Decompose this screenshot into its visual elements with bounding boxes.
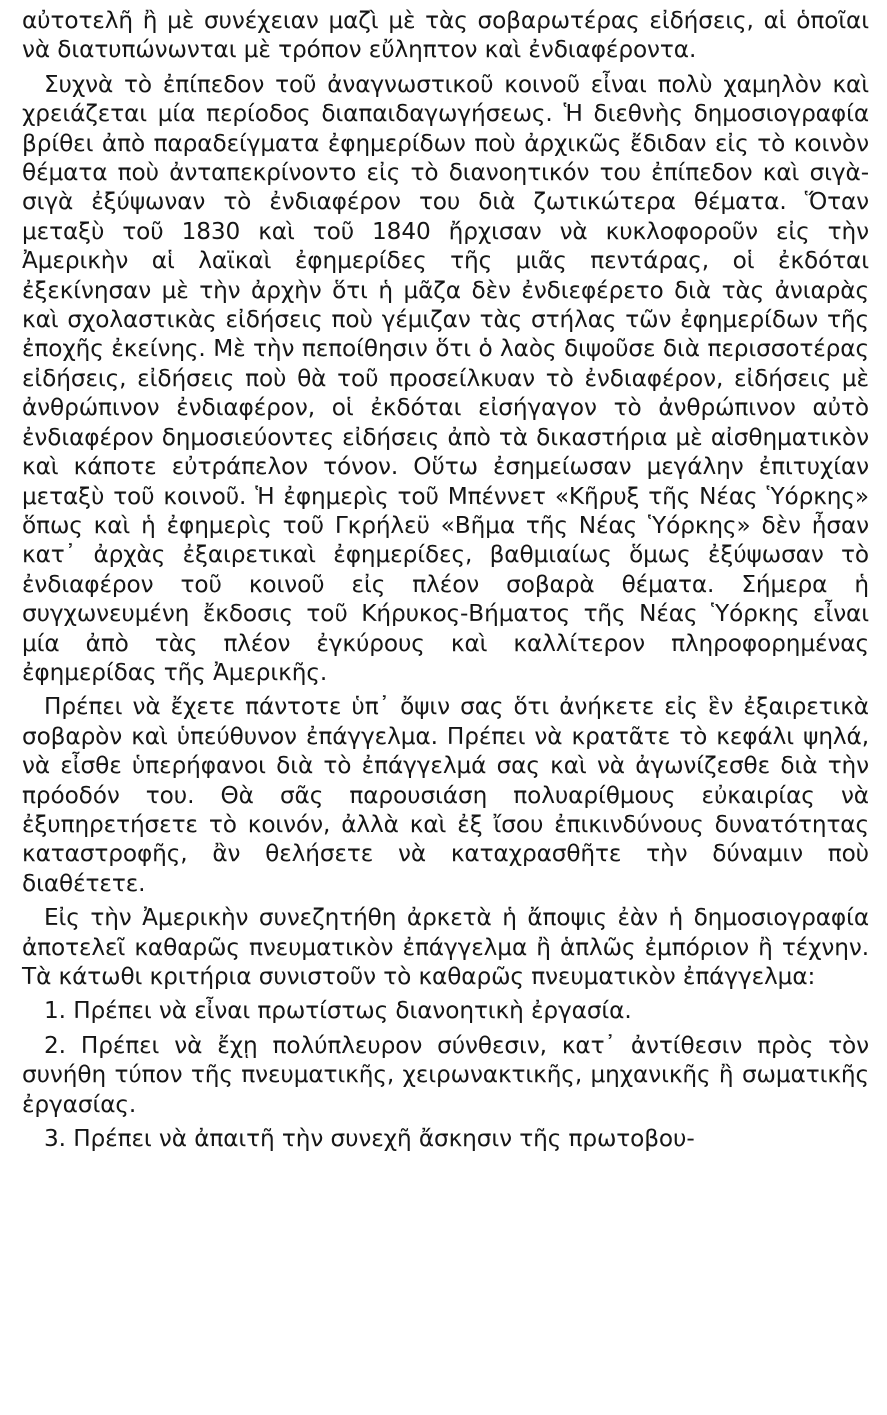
criteria-list-item-3: 3. Πρέπει νὰ ἀπαιτῆ τὴν συνεχῆ ἄσκησιν τῆς πρωτοβου- (44, 1125, 695, 1153)
criteria-list-item-1: 1. Πρέπει νὰ εἶναι πρωτίστως διανοητικὴ ἐργασία. (44, 997, 632, 1025)
paragraph-readership-level: Συχνὰ τὸ ἐπίπεδον τοῦ ἀναγνωστικοῦ κοινοῦ εἶναι πολὺ χαμηλὸν καὶ χρειάζεται μία περίοδος διαπαιδαγωγήσεως. Ἡ διεθνὴς δημοσιογραφία βρίθει ἀπὸ παραδείγματα ἐφημερίδων ποὺ ἀρχικῶς ἔδιδαν εἰς τὸ κοινὸν θέματα ποὺ ἀνταπεκρίνοντο εἰς τὸ διανοητικόν του ἐπίπεδον καὶ σιγὰ-σιγὰ ἐξύψωναν τὸ ἐνδιαφέρον του διὰ ζωτικώτερα θέματα. Ὅταν μεταξὺ τοῦ 1830 καὶ τοῦ 1840 ἤρχισαν νὰ κυκλοφοροῦν εἰς τὴν Ἀμερικὴν αἱ λαϊκαὶ ἐφημερίδες τῆς μιᾶς πεντάρας, οἱ ἐκδόται ἐξεκίνησαν μὲ τὴν ἀρχὴν ὅτι ἡ μᾶζα δὲν ἐνδιεφέρετο διὰ τὰς ἀνιαρὰς καὶ σχολαστικὰς εἰδήσεις ποὺ γέμιζαν τὰς στήλας τῶν ἐφημερίδων τῆς ἐποχῆς ἐκείνης. Μὲ τὴν πεποίθησιν ὅτι ὁ λαὸς διψοῦσε διὰ περισσοτέρας εἰδήσεις, εἰδήσεις ποὺ θὰ τοῦ προσείλκυαν τὸ ἐνδιαφέρον, εἰδήσεις μὲ ἀνθρώπινον ἐνδιαφέρον, οἱ ἐκδόται εἰσήγαγον τὸ ἀνθρώπινον αὐτὸ ἐνδιαφέρον δημοσιεύοντες εἰδήσεις ἀπὸ τὰ δικαστήρια μὲ αἰσθηματικὸν καὶ κάποτε εὐτράπελον τόνον. Οὕτω ἐσημείωσαν μεγάλην ἐπιτυχίαν μεταξὺ τοῦ κοινοῦ. Ἡ ἐφημερὶς τοῦ Μπέννετ «Κῆρυξ τῆς Νέας Ὑόρκης» ὅπως καὶ ἡ ἐφημερὶς τοῦ Γκρήλεϋ «Βῆμα τῆς Νέας Ὑόρκης» δὲν ἦσαν κατ᾽ ἀρχὰς ἐξαιρετικαὶ ἐφημερίδες, βαθμιαίως ὅμως ἐξύψωσαν τὸ ἐνδιαφέρον τοῦ κοινοῦ εἰς πλέον σοβαρὰ θέματα. Σήμερα ἡ συγχωνευμένη ἔκδοσις τοῦ Κήρυκος-Βήματος τῆς Νέας Ὑόρκης εἶναι μία ἀπὸ τὰς πλέον ἐγκύρους καὶ καλλίτερον πληροφορημένας ἐφημερίδας τῆς Ἀμερικῆς. (22, 70, 869, 686)
criteria-list-item-2: 2. Πρέπει νὰ ἔχῃ πολύπλευρον σύνθεσιν, κατ᾽ ἀντίθεσιν πρὸς τὸν συνήθη τύπον τῆς πνευματικῆς, χειρωνακτικῆς, μηχανικῆς ἢ σωματικῆς ἐργασίας. (22, 1031, 869, 1118)
paragraph-serious-profession: Πρέπει νὰ ἔχετε πάντοτε ὑπ᾽ ὄψιν σας ὅτι ἀνήκετε εἰς ἓν ἐξαιρετικὰ σοβαρὸν καὶ ὑπεύθυνον ἐπάγγελμα. Πρέπει νὰ κρατᾶτε τὸ κεφάλι ψηλά, νὰ εἶσθε ὑπερήφανοι διὰ τὸ ἐπάγγελμά σας καὶ νὰ ἀγωνίζεσθε διὰ τὴν πρόοδόν του. Θὰ σᾶς παρουσιάση πολυαρίθμους εὐκαιρίας νὰ ἐξυπηρετήσετε τὸ κοινόν, ἀλλὰ καὶ ἐξ ἴσου ἐπικινδύνους δυνατότητας καταστροφῆς, ἂν θελήσετε νὰ καταχρασθῆτε τὴν δύναμιν ποὺ διαθέτετε. (22, 693, 869, 897)
paragraph-criteria-intro: Εἰς τὴν Ἀμερικὴν συνεζητήθη ἀρκετὰ ἡ ἄποψις ἐὰν ἡ δημοσιογραφία ἀποτελεῖ καθαρῶς πνευματικὸν ἐπάγγελμα ἢ ἁπλῶς ἐμπόριον ἢ τέχνην. Τὰ κάτωθι κριτήρια συνιστοῦν τὸ καθαρῶς πνευματικὸν ἐπάγγελμα: (22, 904, 869, 990)
paragraph-continuation: αὐτοτελῆ ἢ μὲ συνέχειαν μαζὶ μὲ τὰς σοβαρωτέρας εἰδήσεις, αἱ ὁποῖαι νὰ διατυπώνωνται μὲ τρόπον εὔληπτον καὶ ἐνδιαφέροντα. (22, 7, 869, 64)
